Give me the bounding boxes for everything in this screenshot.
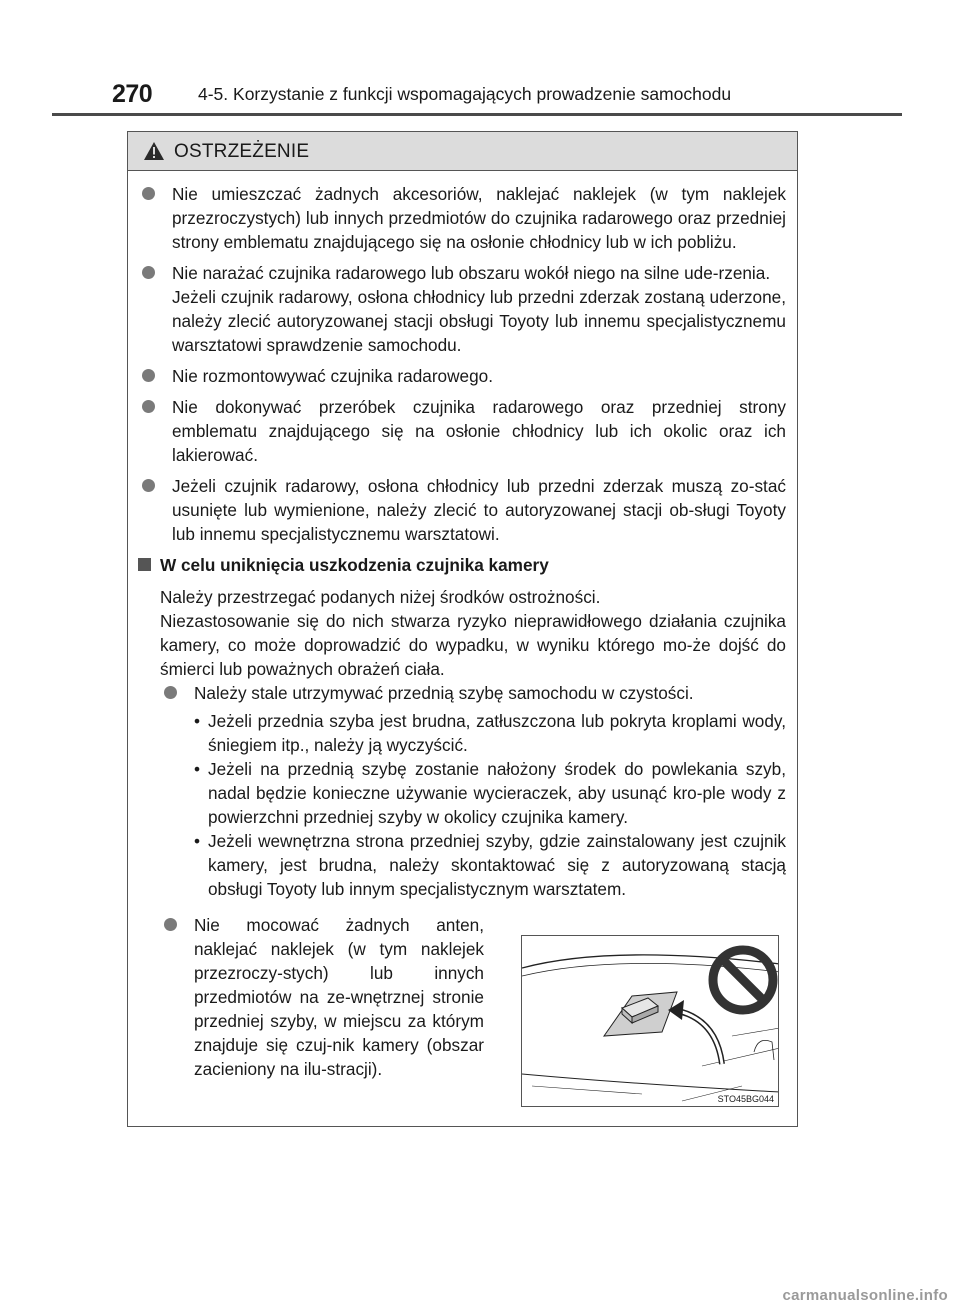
warning-header — [128, 132, 797, 171]
sub-bullet — [194, 709, 786, 757]
paragraph: Niezastosowanie się do nich stwarza ryzyko nieprawidłowego działania czujnika kamery, co może doprowadzić do wypadku, w wyniku którego mo-że dojść do śmierci lub poważnych obrażeń ciała. — [160, 611, 786, 679]
square-bullet-icon — [138, 558, 151, 571]
bullet-text: Nie umieszczać żadnych akcesoriów, naklejać naklejek (w tym naklejek przezroczystych) lub innych przedmiotów do czujnika radarowego oraz przedniej strony emblematu znajdującego się na osłonie chłodnicy lub w ich pobliżu. — [172, 184, 786, 252]
page-number: 270 — [112, 80, 153, 108]
bullet-dot-icon — [142, 479, 155, 492]
figure-code: STO45BG044 — [717, 1094, 774, 1104]
warning-title: OSTRZEŻENIE — [174, 141, 310, 162]
bullet-dot-icon — [164, 686, 177, 699]
header-rule — [52, 113, 902, 116]
warning-triangle-icon — [143, 141, 165, 161]
bullet-item — [160, 681, 786, 901]
sub-bullet-text: Jeżeli wewnętrzna strona przedniej szyby, gdzie zainstalowany jest czujnik kamery, jest brudna, należy skontaktować się z autoryzowaną stacją obsługi Toyoty lub innym specjalistycznym warsztatem. — [208, 831, 786, 899]
bullet-text: Jeżeli czujnik radarowy, osłona chłodnicy lub przedni zderzak zostaną uderzone, należy zlecić autoryzowanej stacji obsługi Toyoty lub innemu specjalistycznemu warsztatowi sprawdzenie samochodu. — [172, 287, 786, 355]
warning-box — [127, 131, 798, 1127]
sub-bullet-marker: • — [194, 759, 201, 779]
windshield-illustration — [521, 935, 779, 1107]
windshield-drawing — [522, 936, 779, 1107]
bullet-dot-icon — [142, 369, 155, 382]
sub-bullet — [194, 757, 786, 829]
section-heading — [138, 553, 786, 577]
bullet-text: Jeżeli czujnik radarowy, osłona chłodnicy lub przedni zderzak muszą zo-stać usunięte lub wymienione, należy zlecić to autoryzowanej stacji ob-sługi Toyoty lub innemu specjalistycznemu warsztatowi. — [172, 476, 786, 544]
bullet-item — [138, 261, 786, 357]
bullet-text: Należy stale utrzymywać przednią szybę samochodu w czystości. — [194, 683, 694, 703]
sub-bullet-marker: • — [194, 831, 201, 851]
sub-bullet-text: Jeżeli na przednią szybę zostanie nałożony środek do powlekania szyb, nadal będzie konieczne używanie wycieraczek, aby usunąć kro-ple wody z powierzchni przedniej szyby w okolicy czujnika kamery. — [208, 759, 786, 827]
bullet-text: Nie mocować żadnych anten, naklejać naklejek (w tym naklejek przezroczy-stych) lub innych przedmiotów na ze-wnętrznej stronie przedniej szyby, w miejscu za którym znajduje się czuj-nik kamery (obszar zacieniony na ilu-stracji). — [194, 915, 484, 1079]
bullet-dot-icon — [164, 918, 177, 931]
sub-bullet-text: Jeżeli przednia szyba jest brudna, zatłuszczona lub pokryta kroplami wody, śniegiem itp., należy ją wyczyścić. — [208, 711, 786, 755]
bullet-item — [138, 913, 484, 1081]
bullet-text: Nie dokonywać przeróbek czujnika radarowego oraz przedniej strony emblematu znajdującego się na osłonie chłodnicy lub ich okolic oraz ich lakierować. — [172, 397, 786, 465]
sub-bullet-list — [194, 709, 786, 901]
bullet-item — [138, 474, 786, 546]
sub-bullet — [194, 829, 786, 901]
bullet-item — [138, 182, 786, 254]
section-title: 4-5. Korzystanie z funkcji wspomagających prowadzenie samochodu — [198, 84, 732, 104]
page-header — [112, 80, 902, 114]
prohibition-icon — [713, 950, 773, 1010]
bullet-text: Nie rozmontowywać czujnika radarowego. — [172, 366, 493, 386]
bullet-text: Nie narażać czujnika radarowego lub obszaru wokół niego na silne ude-rzenia. — [172, 263, 771, 283]
watermark: carmanualsonline.info — [782, 1287, 948, 1304]
bullet-item — [138, 364, 786, 388]
bullet-dot-icon — [142, 266, 155, 279]
paragraph: Należy przestrzegać podanych niżej środków ostrożności. — [160, 587, 601, 607]
bullet-item — [138, 395, 786, 467]
bullet-dot-icon — [142, 187, 155, 200]
bullet-dot-icon — [142, 400, 155, 413]
section-heading-text: W celu uniknięcia uszkodzenia czujnika kamery — [160, 555, 549, 575]
sub-bullet-marker: • — [194, 711, 201, 731]
